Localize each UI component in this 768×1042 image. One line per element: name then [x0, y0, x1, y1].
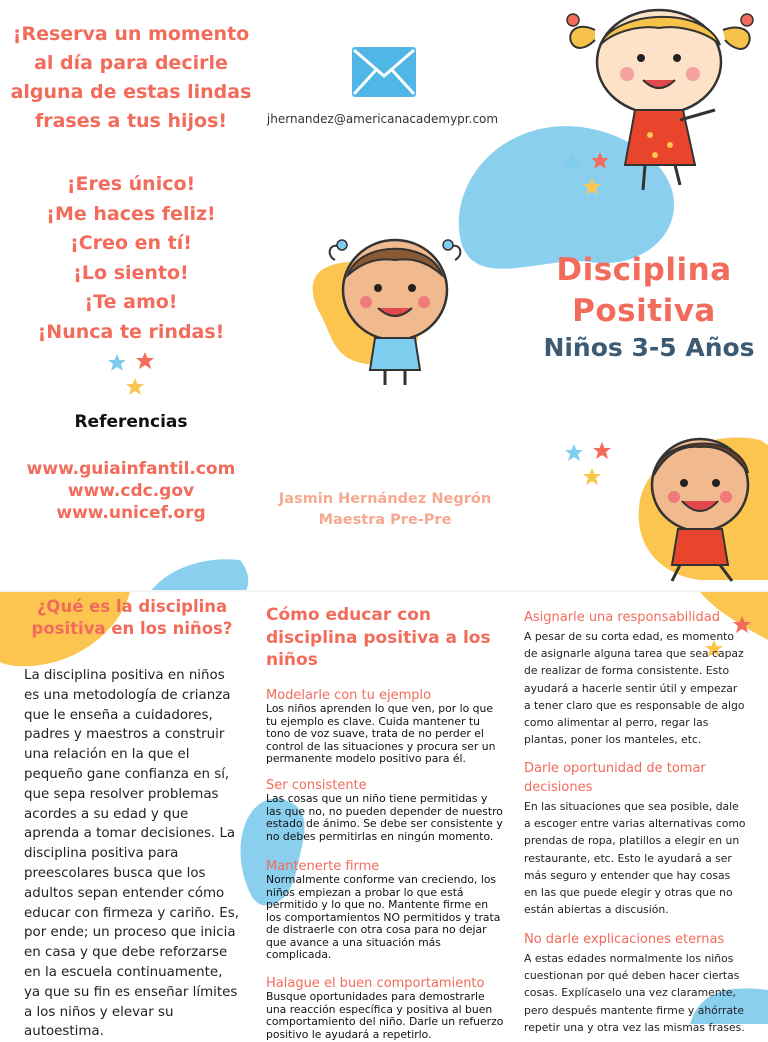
stars-icon: [560, 150, 615, 205]
tip-block: [266, 688, 506, 766]
author-role: Maestra Pre-Pre: [318, 512, 452, 528]
tip-body: A estas edades normalmente los niños cuestionan por qué deben hacer ciertas cosas. Explícaselo una vez claramente, pero después mantente firme y ahórrate repetir una y otra vez las mismas frases.: [524, 952, 745, 1034]
author-name: Jasmin Hernández Negrón: [278, 491, 492, 507]
phrase-item: ¡Creo en tí!: [70, 232, 192, 254]
tip-heading: Modelarle con tu ejemplo: [266, 688, 432, 703]
phrase-item: ¡Eres único!: [66, 173, 196, 195]
intro-message: ¡Reserva un momento al día para decirle alguna de estas lindas frases a tus hijos!: [10, 23, 252, 132]
phrase-item: ¡Te amo!: [84, 291, 178, 313]
reference-link[interactable]: www.cdc.gov: [67, 481, 195, 501]
girl-illustration: [320, 230, 470, 390]
tip-heading: Darle oportunidad de tomar decisiones: [524, 761, 706, 795]
section-title: ¿Qué es la disciplina positiva en los niños?: [31, 597, 233, 638]
phrase-item: ¡Nunca te rindas!: [37, 320, 225, 343]
tip-heading: Ser consistente: [266, 778, 367, 793]
section-body: La disciplina positiva en niños es una metodología de crianza que le enseña a cuidadores, padres y maestros a construir una relación en la que el pequeño gane confianza en sí, que sepa resolver problemas acordes a su edad y que aprenda a tomar decisiones. La disciplina positiva para preescolares busca que los adultos sepan entender cómo educar con firmeza y cariño. Es, por ende; un proceso que inicia en casa y que debe reforzarse en la escuela continuamente, ya que su fin es enseñar límites a los niños y elevar su autoestima.: [24, 668, 239, 1040]
page-title: Positiva: [572, 293, 716, 329]
tip-block: [266, 976, 506, 1041]
tip-body: A pesar de su corta edad, es momento de asignarle alguna tarea que sea capaz de realizar de forma consistente. Esto ayudará a hacerle sentir útil y empezar a tener claro que es responsable de algo como alimentar al perro, regar las plantas, poner los manteles, etc.: [524, 630, 745, 747]
references-list: [0, 458, 262, 524]
stars-icon: [562, 440, 617, 495]
reference-link[interactable]: www.unicef.org: [56, 503, 206, 523]
tip-block: [266, 778, 506, 843]
tip-body: En las situaciones que sea posible, dale a escoger entre varias alternativas como prendas de ropa, platillos a elegir en un restaurante, etc. Esto le ayudará a ser más seguro y entender que hay cosas en las que puede elegir y otras que no están abiertas a discusión.: [524, 800, 746, 917]
tip-heading: Halague el buen comportamiento: [266, 976, 485, 991]
tip-body: Las cosas que un niño tiene permitidas y las que no, no pueden depender de nuestro estado de ánimo. Se debe ser consistente y no debes permitirlas en ningún momento.: [266, 792, 503, 843]
page-subtitle: Niños 3-5 Años: [543, 333, 755, 362]
phrase-item: ¡Me haces feliz!: [46, 202, 216, 225]
stars-icon: [105, 350, 160, 405]
tip-body: Los niños aprenden lo que ven, por lo que tu ejemplo es clave. Cuida mantener tu tono de voz suave, trata de no perder el control de las situaciones y procura ser un permanente modelo positivo para él.: [266, 702, 496, 765]
phrases-list: [0, 170, 262, 347]
tip-heading: Asignarle una responsabilidad: [524, 610, 720, 625]
email-address[interactable]: jhernandez@americanacademypr.com: [266, 112, 499, 126]
envelope-icon: [351, 46, 417, 98]
references-title: Referencias: [74, 412, 188, 432]
boy-illustration: [640, 425, 768, 585]
phrase-item: ¡Lo siento!: [73, 261, 189, 284]
reference-link[interactable]: www.guiainfantil.com: [26, 459, 236, 479]
section-title: Cómo educar con disciplina positiva a los niños: [266, 605, 491, 670]
author-block: [250, 489, 520, 531]
tip-heading: Mantenerte firme: [266, 859, 380, 874]
page-title: Disciplina: [556, 252, 732, 288]
tip-body: Normalmente conforme van creciendo, los niños empiezan a probar lo que está permitido y lo que no. Mantente firme en los comportamientos NO permitidos y trata de distraerle con otra cosa para no dejar que avance a una situación más complicada.: [266, 873, 501, 961]
tip-body: Busque oportunidades para demostrarle una reacción específica y positiva al buen comportamiento del niño. Darle un refuerzo positivo le ayudará a repetirlo.: [266, 990, 504, 1041]
tip-block: [266, 859, 506, 962]
panel-divider: [0, 590, 768, 592]
tip-heading: No darle explicaciones eternas: [524, 932, 725, 947]
